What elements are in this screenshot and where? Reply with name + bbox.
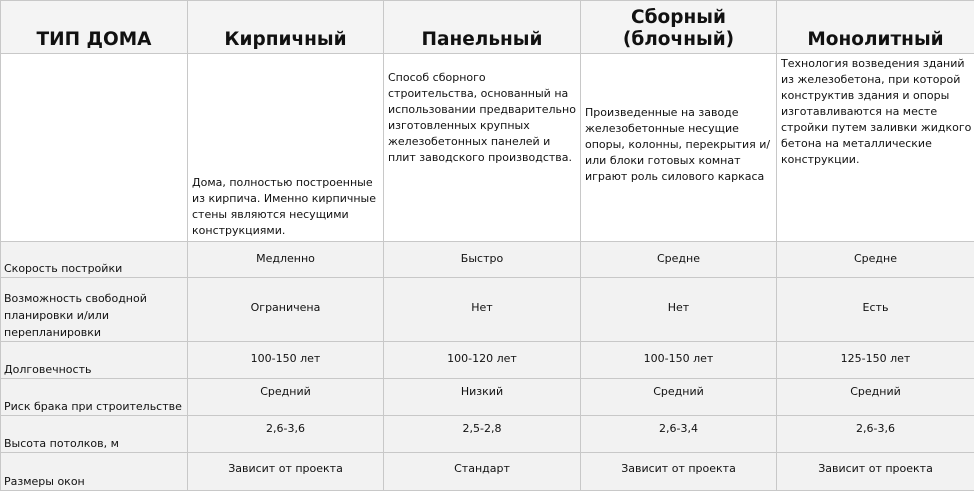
header-panel-cell	[384, 1, 581, 54]
description-empty-cell	[1, 54, 188, 242]
column-title-panel: Панельный	[386, 29, 578, 53]
cell-value: Ограничена	[188, 278, 384, 342]
header-monolith-cell	[777, 1, 974, 54]
cell-value: Зависит от проекта	[777, 453, 974, 491]
cell-value: Средний	[188, 379, 384, 416]
cell-value: Зависит от проекта	[188, 453, 384, 491]
table-row	[1, 453, 974, 491]
cell-value: Средний	[777, 379, 974, 416]
header-brick-cell	[188, 1, 384, 54]
header-type-cell	[1, 1, 188, 54]
cell-value: 2,6-3,6	[777, 416, 974, 453]
cell-value: 100-120 лет	[384, 342, 581, 379]
cell-value: Быстро	[384, 242, 581, 278]
description-block: Произведенные на заводе железобетонные несущие опоры, колонны, перекрытия и/или блоки готовых комнат играют роль силового каркаса	[581, 54, 777, 242]
row-label-window-size: Размеры окон	[1, 453, 188, 491]
cell-value: Нет	[384, 278, 581, 342]
column-title-block: Сборный (блочный)	[583, 7, 774, 53]
table-row	[1, 379, 974, 416]
cell-value: Средне	[777, 242, 974, 278]
table-row	[1, 416, 974, 453]
column-title-brick: Кирпичный	[190, 29, 381, 53]
column-title-monolith: Монолитный	[779, 29, 972, 53]
header-type-label: ТИП ДОМА	[3, 29, 185, 53]
cell-value: Низкий	[384, 379, 581, 416]
cell-value: Зависит от проекта	[581, 453, 777, 491]
cell-value: Нет	[581, 278, 777, 342]
cell-value: Средний	[581, 379, 777, 416]
row-label-durability: Долговечность	[1, 342, 188, 379]
description-brick: Дома, полностью построенные из кирпича. Именно кирпичные стены являются несущими конструкциями.	[188, 54, 384, 242]
cell-value: Средне	[581, 242, 777, 278]
header-row	[1, 1, 974, 54]
header-block-cell	[581, 1, 777, 54]
cell-value: 2,6-3,4	[581, 416, 777, 453]
table-row	[1, 278, 974, 342]
cell-value: Стандарт	[384, 453, 581, 491]
description-row	[1, 54, 974, 242]
cell-value: 100-150 лет	[188, 342, 384, 379]
description-monolith: Технология возведения зданий из железобетона, при которой конструктив здания и опоры изготавливаются на месте стройки путем заливки жидкого бетона на металлические конструкции.	[777, 54, 974, 242]
row-label-layout: Возможность свободной планировки и/или перепланировки	[1, 278, 188, 342]
cell-value: Медленно	[188, 242, 384, 278]
table-row	[1, 342, 974, 379]
description-panel: Способ сборного строительства, основанный на использовании предварительно изготовленных крупных железобетонных панелей и плит заводского производства.	[384, 54, 581, 242]
cell-value: 100-150 лет	[581, 342, 777, 379]
table-row	[1, 242, 974, 278]
row-label-defect-risk: Риск брака при строительстве	[1, 379, 188, 416]
cell-value: 2,6-3,6	[188, 416, 384, 453]
cell-value: 125-150 лет	[777, 342, 974, 379]
row-label-ceiling-height: Высота потолков, м	[1, 416, 188, 453]
cell-value: Есть	[777, 278, 974, 342]
row-label-speed: Скорость постройки	[1, 242, 188, 278]
cell-value: 2,5-2,8	[384, 416, 581, 453]
